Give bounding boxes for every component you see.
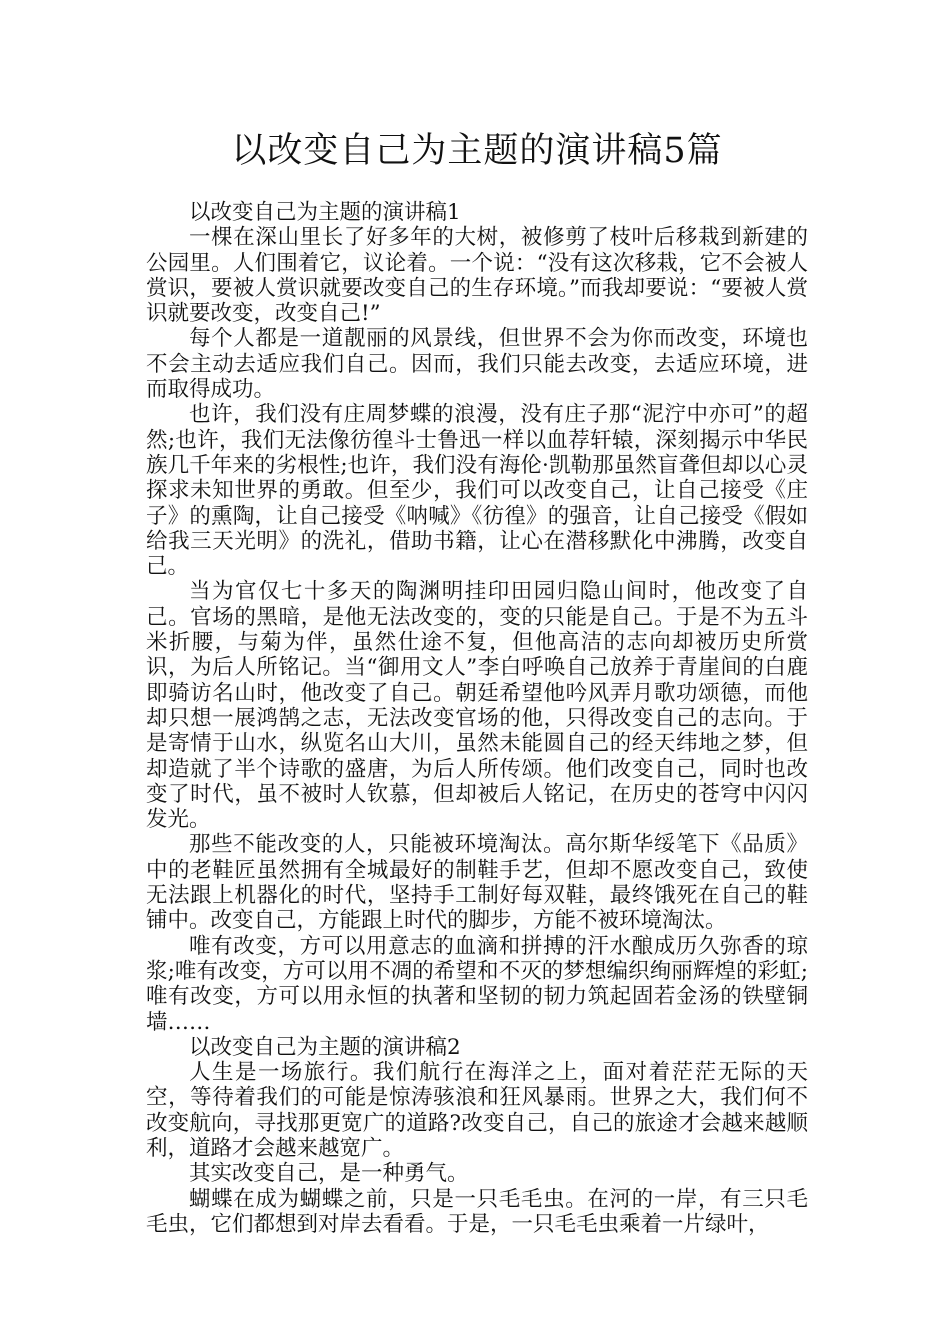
paragraph: 蝴蝶在成为蝴蝶之前，只是一只毛毛虫。在河的一岸，有三只毛毛虫，它们都想到对岸去看看。于是，一只毛毛虫乘着一片绿叶， [146,1186,808,1237]
section-heading-1: 以改变自己为主题的演讲稿1 [189,200,461,225]
paragraph: 也许，我们没有庄周梦蝶的浪漫，没有庄子那“泥泞中亦可”的超然;也许，我们无法像彷徨斗士鲁迅一样以血荐轩辕，深刻揭示中华民族几千年来的劣根性;也许，我们没有海伦·凯勒那虽然盲聋但却以心灵探求未知世界的勇敢。但至少，我们可以改变自己，让自己接受《庄子》的熏陶，让自己接受《呐喊》《彷徨》的强音，让自己接受《假如给我三天光明》的洗礼，借助书籍，让心在潜移默化中沸腾，改变自己。 [146,402,808,580]
document-title: 以改变自己为主题的演讲稿5篇 [231,131,723,171]
section-heading-2: 以改变自己为主题的演讲稿2 [189,1034,461,1060]
document-page [146,0,808,1237]
paragraph: 每个人都是一道靓丽的风景线，但世界不会为你而改变，环境也不会主动去适应我们自己。因而，我们只能去改变，去适应环境，进而取得成功。 [146,326,808,403]
paragraph: 那些不能改变的人，只能被环境淘汰。高尔斯华绥笔下《品质》中的老鞋匠虽然拥有全城最好的制鞋手艺，但却不愿改变自己，致使无法跟上机器化的时代，坚持手工制好每双鞋，最终饿死在自己的鞋铺中。改变自己，方能跟上时代的脚步，方能不被环境淘汰。 [146,832,808,934]
paragraph: 人生是一场旅行。我们航行在海洋之上，面对着茫茫无际的天空，等待着我们的可能是惊涛骇浪和狂风暴雨。世界之大，我们何不改变航向，寻找那更宽广的道路?改变自己，自己的旅途才会越来越顺利，道路才会越来越宽广。 [146,1060,808,1161]
document-body [146,200,808,1237]
paragraph: 一棵在深山里长了好多年的大树，被修剪了枝叶后移栽到新建的公园里。人们围着它，议论着。一个说：“没有这次移栽，它不会被人赏识，要被人赏识就要改变自己的生存环境。”而我却要说：“要被人赏识就要改变，改变自己!” [146,225,808,327]
paragraph: 当为官仅七十多天的陶渊明挂印田园归隐山间时，他改变了自己。官场的黑暗，是他无法改变的，变的只能是自己。于是不为五斗米折腰，与菊为伴，虽然仕途不复，但他高洁的志向却被历史所赏识，为后人所铭记。当“御用文人”李白呼唤自己放养于青崖间的白鹿即骑访名山时，他改变了自己。朝廷希望他吟风弄月歌功颂德，而他却只想一展鸿鹄之志，无法改变官场的他，只得改变自己的志向。于是寄情于山水，纵览名山大川，虽然未能圆自己的经天纬地之梦，但却造就了半个诗歌的盛唐，为后人所传颂。他们改变自己，同时也改变了时代，虽不被时人钦慕，但却被后人铭记，在历史的苍穹中闪闪发光。 [146,579,808,833]
paragraph: 其实改变自己，是一种勇气。 [189,1161,469,1187]
paragraph: 唯有改变，方可以用意志的血滴和拼搏的汗水酿成历久弥香的琼浆;唯有改变，方可以用不凋的希望和不灭的梦想编织绚丽辉煌的彩虹;唯有改变，方可以用永恒的执著和坚韧的韧力筑起固若金汤的铁壁铜墙…… [146,933,808,1035]
